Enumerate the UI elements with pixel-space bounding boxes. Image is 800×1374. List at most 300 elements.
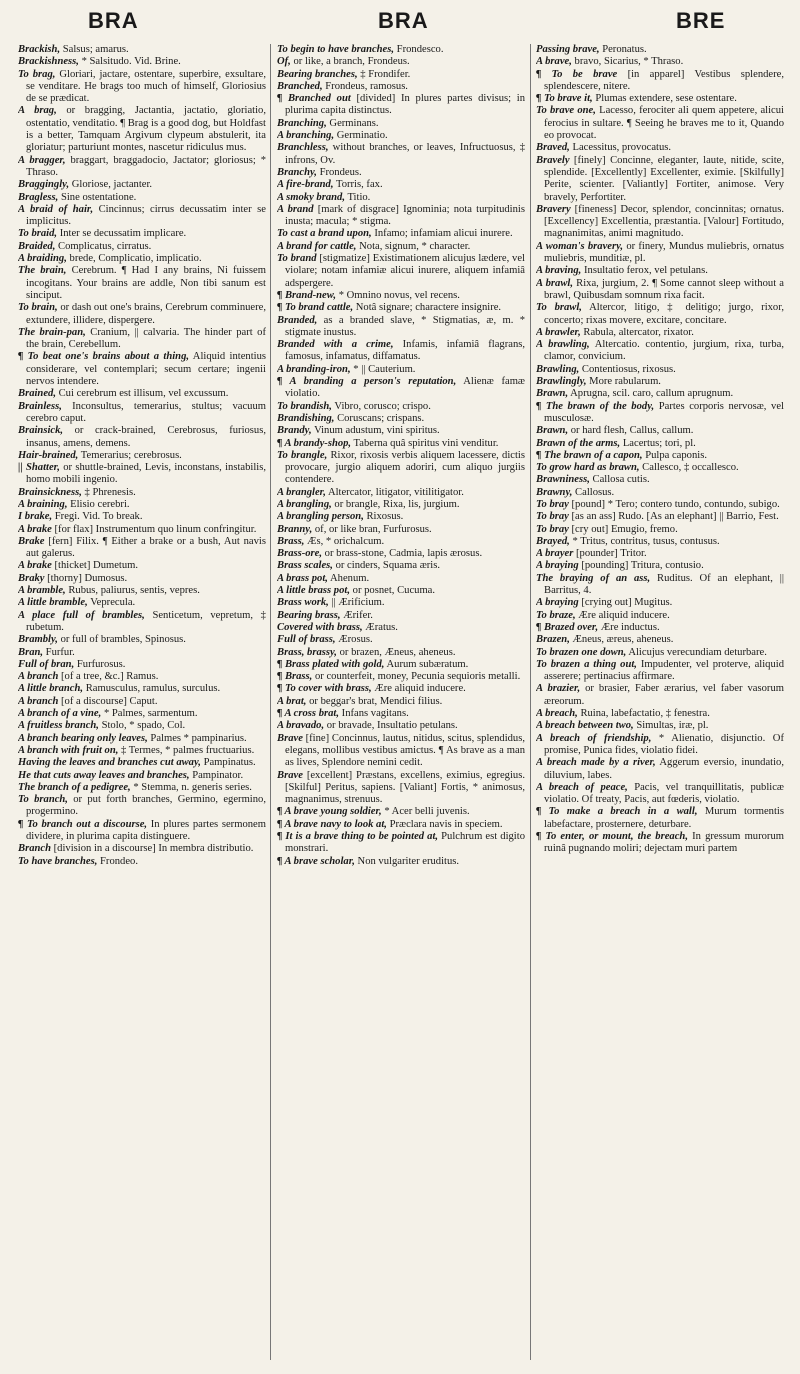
entry-definition: Rubus, paliurus, sentis, vepres. (65, 585, 200, 597)
dictionary-entry (536, 462, 784, 474)
entry-definition: Ærosus. (335, 634, 373, 646)
dictionary-entry (536, 659, 784, 684)
entry-headword: A branch with fruit on, (18, 744, 119, 756)
dictionary-entry (18, 573, 266, 585)
dictionary-entry (536, 376, 784, 388)
entry-definition: Furfurosus. (74, 658, 126, 670)
entry-definition: Ruditus. Of an elephant, || Barritus, 4. (544, 572, 784, 597)
entry-definition: [thicket] Dumetum. (51, 560, 139, 572)
entry-headword: Bravely (536, 154, 570, 166)
dictionary-entry (277, 659, 525, 671)
dictionary-entry (536, 327, 784, 339)
entry-headword: I brake, (18, 511, 53, 523)
entry-headword: A little branch, (18, 683, 84, 695)
dictionary-entry (536, 831, 784, 856)
entry-headword: ¶ Branched out (277, 93, 351, 105)
dictionary-entry (18, 843, 266, 855)
entry-headword: To brawl, (536, 302, 582, 314)
entry-headword: Full of brass, (277, 634, 336, 646)
entry-headword: Brainless, (18, 400, 62, 412)
entry-definition: Callesco, ‡ occallesco. (639, 462, 739, 474)
entry-headword: ¶ To beat one's brains about a thing, (18, 351, 190, 363)
entry-definition: Infans vagitans. (339, 708, 409, 720)
entry-definition: Præclara navis in speciem. (386, 818, 503, 830)
entry-definition: [stigmatize] Existimationem alicujus lædere, vel violare; notam infamiæ alicui inurere, aliquem infamiâ adspergere. (285, 253, 525, 289)
entry-definition: Ruina, labefactatio, ‡ fenestra. (577, 708, 710, 720)
entry-headword: Brandishing, (277, 412, 335, 424)
entry-headword: Bran, (18, 646, 44, 658)
entry-headword: A smoky brand, (277, 191, 345, 203)
entry-definition: Ærifer. (340, 609, 373, 621)
entry-definition: or finery, Mundus muliebris, ornatus muliebris, munditiæ, pl. (544, 240, 784, 265)
entry-definition: Aggerum eversio, inundatio, diluvium, labes. (544, 757, 784, 781)
entry-definition: or beggar's brat, Mendici filius. (306, 695, 443, 707)
entry-definition: Lacessitus, provocatus. (569, 142, 672, 154)
dictionary-entry (18, 401, 266, 426)
entry-headword: Bragless, (18, 191, 59, 203)
running-header (0, 8, 800, 38)
column-middle (277, 44, 525, 1366)
dictionary-entry (277, 315, 525, 340)
entry-headword: Bearing brass, (277, 609, 341, 621)
dictionary-entry (536, 93, 784, 105)
entry-definition: Altercor, litigo, ‡ delitigo; jurgo, rixor, concerto; rixas movere, excitare, concitare. (544, 302, 784, 326)
dictionary-entry (277, 93, 525, 118)
dictionary-entry (536, 647, 784, 659)
entry-definition: Vinum adustum, vini spiritus. (311, 425, 440, 437)
entry-definition: or posnet, Cucuma. (350, 585, 436, 597)
entry-definition: Germinans. (326, 117, 379, 129)
dictionary-entry (18, 388, 266, 400)
entry-headword: Brave (277, 769, 303, 781)
entry-definition: Taberna quâ spiritus vini venditur. (351, 437, 499, 449)
entry-definition: [for flax] Instrumentum quo linum confringitur. (51, 523, 257, 535)
dictionary-entry (536, 757, 784, 782)
entry-headword: Brass scales, (277, 560, 333, 572)
entry-headword: A brand for cattle, (277, 240, 357, 252)
dictionary-entry (277, 339, 525, 364)
dictionary-entry (536, 339, 784, 364)
entry-definition: Cranium, || calvaria. The hinder part of the brain, Cerebellum. (26, 326, 266, 351)
dictionary-entry (277, 302, 525, 314)
column-left (18, 44, 266, 1366)
entry-headword: ¶ To brand cattle, (277, 302, 354, 314)
dictionary-entry (18, 536, 266, 561)
entry-headword: || Shatter, (18, 462, 60, 474)
dictionary-entry (277, 499, 525, 511)
dictionary-entry (18, 720, 266, 732)
entry-definition: Partes corporis nervosæ, vel musculosæ. (544, 400, 784, 424)
entry-headword: A brawler, (536, 326, 581, 338)
entry-definition: In plures partes sermonem dividere, in plurima capita distinguere. (26, 818, 266, 842)
entry-headword: Branch (18, 843, 51, 855)
dictionary-entry (277, 856, 525, 868)
entry-definition: [pound] * Tero; contero tundo, contundo, subigo. (568, 498, 780, 510)
entry-definition: [thorny] Dumosus. (44, 572, 128, 584)
dictionary-entry (536, 364, 784, 376)
entry-definition: or brangle, Rixa, lis, jurgium. (331, 498, 460, 510)
entry-headword: ¶ A brave navy to look at, (277, 818, 387, 830)
entry-headword: Hair-brained, (18, 449, 79, 461)
entry-headword: A place full of brambles, (18, 609, 145, 621)
entry-headword: Brayed, (536, 535, 570, 547)
dictionary-entry (18, 487, 266, 499)
dictionary-entry (18, 745, 266, 757)
entry-headword: ¶ It is a brave thing to be pointed at, (277, 831, 439, 842)
dictionary-entry (18, 733, 266, 745)
entry-headword: A bramble, (18, 585, 66, 597)
entry-headword: Brainsickness, (18, 486, 82, 498)
entry-headword: Brave (277, 732, 303, 744)
entry-definition: Aurum subæratum. (384, 658, 469, 670)
entry-headword: A branch (18, 695, 59, 707)
entry-headword: ¶ Brand-new, (277, 289, 337, 301)
entry-headword: Branchless, (277, 142, 329, 154)
dictionary-entry (277, 44, 525, 56)
entry-headword: Braky (18, 572, 45, 584)
entry-definition: Lacertus; tori, pl. (620, 437, 696, 449)
entry-definition: bravo, Sicarius, * Thraso. (571, 56, 684, 68)
entry-headword: The braying of an ass, (536, 572, 651, 584)
entry-definition: * Omnino novus, vel recens. (336, 289, 460, 301)
entry-definition: [as an ass] Rudo. [As an elephant] || Barrio, Fest. (568, 511, 779, 523)
entry-definition: Cui cerebrum est illisum, vel excussum. (55, 388, 229, 400)
entry-definition: Ahenum. (327, 572, 370, 584)
entry-definition: Rixosus. (363, 511, 404, 523)
entry-headword: Brained, (18, 388, 56, 400)
entry-definition: Gloriari, jactare, ostentare, superbire, exsultare, se venditare. He brags too much of himself, Gloriosius de se prædicat. (26, 68, 266, 105)
entry-headword: Having the leaves and branches cut away, (18, 757, 201, 769)
dictionary-entry (277, 671, 525, 683)
entry-headword: Brawny, (536, 486, 573, 498)
entry-definition: * Palmes, sarmentum. (101, 708, 198, 720)
entry-headword: Brass-ore, (277, 548, 323, 560)
dictionary-entry (277, 450, 525, 487)
dictionary-entry (536, 499, 784, 511)
dictionary-entry (536, 265, 784, 277)
dictionary-entry (18, 647, 266, 659)
dictionary-entry (277, 597, 525, 609)
entry-definition: or put forth branches, Germino, egermino, progermino. (26, 794, 266, 818)
dictionary-entry (18, 819, 266, 844)
entry-definition: [of a tree, &c.] Ramus. (58, 671, 159, 683)
header-left-guideword: BRA (88, 8, 139, 33)
dictionary-entry (277, 806, 525, 818)
entry-headword: ¶ Brazed over, (536, 621, 599, 633)
entry-definition: Vibro, corusco; crispo. (331, 400, 431, 412)
dictionary-entry (536, 302, 784, 327)
dictionary-entry (18, 585, 266, 597)
dictionary-entry (18, 155, 266, 180)
entry-headword: A branch bearing only leaves, (18, 732, 148, 744)
entry-headword: A brake (18, 523, 52, 535)
entry-definition: Contentiosus, rixosus. (579, 363, 676, 375)
entry-definition: * || Cauterium. (350, 363, 416, 375)
entry-definition: [fine] Concinnus, lautus, nitidus, scitus, splendidus, elegans, mollibus vestibus amictus. ¶ As brave as a man as lives, Splendore nemini cedit. (285, 732, 525, 769)
dictionary-entry (536, 708, 784, 720)
dictionary-entry (18, 44, 266, 56)
dictionary-entry (277, 142, 525, 167)
dictionary-entry (536, 560, 784, 572)
entry-definition: or hard flesh, Callus, callum. (568, 425, 694, 437)
entry-headword: A bragger, (18, 154, 66, 166)
dictionary-entry (18, 69, 266, 106)
entry-definition: Gloriose, jactanter. (69, 179, 153, 191)
entry-headword: A brave, (536, 56, 572, 68)
entry-headword: The brain, (18, 265, 67, 277)
entry-definition: Alienæ famæ violatio. (285, 376, 525, 400)
entry-headword: Brambly, (18, 634, 58, 646)
entry-definition: Complicatus, cirratus. (55, 240, 152, 252)
entry-headword: Brawn, (536, 425, 569, 437)
entry-definition: Germinatio. (334, 130, 388, 142)
entry-headword: To brazen a thing out, (536, 658, 637, 670)
dictionary-entry (277, 647, 525, 659)
dictionary-entry (18, 204, 266, 229)
dictionary-entry (277, 228, 525, 240)
entry-headword: To begin to have branches, (277, 44, 395, 55)
entry-headword: Branny, (277, 523, 313, 535)
entry-headword: Bravery (536, 203, 571, 215)
dictionary-entry (277, 524, 525, 536)
entry-definition: Cincinnus; cirrus decussatim inter se implicitus. (26, 203, 266, 228)
entry-definition: Callosus. (572, 486, 615, 498)
dictionary-entry (536, 450, 784, 462)
entry-definition: or dash out one's brains, Cerebrum comminuere, extundere, illidere, dispergere. (26, 302, 266, 326)
dictionary-entry (536, 622, 784, 634)
dictionary-entry (536, 388, 784, 400)
entry-definition: Murum tormentis labefactare, prosternere, deturbare. (544, 806, 784, 830)
entry-definition: [fern] Filix. ¶ Either a brake or a bush, Aut navis aut galerus. (26, 535, 266, 560)
entry-definition: Rixa, jurgium, 2. ¶ Some cannot sleep without a brawl, Quibusdam somnum rixa facit. (544, 277, 784, 301)
header-right-guideword: BRE (676, 8, 726, 33)
dictionary-entry (536, 474, 784, 486)
dictionary-entry (277, 438, 525, 450)
entry-definition: or like, a branch, Frondeus. (290, 56, 410, 68)
entry-headword: The brain-pan, (18, 326, 86, 338)
entry-headword: He that cuts away leaves and branches, (18, 769, 190, 781)
entry-definition: [divided] In plures partes divisus; in plurima capita distinctus. (285, 93, 525, 117)
dictionary-entry (18, 462, 266, 487)
dictionary-entry (536, 720, 784, 732)
entry-definition: ‡ Termes, * palmes fructuarius. (118, 744, 255, 756)
entry-headword: A brangler, (277, 486, 326, 498)
entry-definition: [excellent] Præstans, excellens, eximius, egregius. [Skilful] Peritus, sapiens. [Valiant] Fortis, * animosus, magnanimus, strenuus. (285, 769, 525, 806)
entry-definition: Veprecula. (87, 597, 136, 609)
entry-definition: || Ærificium. (328, 597, 385, 609)
dictionary-entry (536, 511, 784, 523)
entry-headword: To brangle, (277, 449, 328, 461)
entry-headword: ¶ To be brave (536, 68, 618, 80)
entry-definition: Infamis, infamiâ flagrans, famosus, infamatus, diffamatus. (285, 339, 525, 363)
dictionary-entry (536, 56, 784, 68)
entry-headword: A breach, (536, 708, 578, 720)
entry-headword: ¶ The brawn of a capon, (536, 449, 643, 461)
dictionary-entry (536, 105, 784, 142)
entry-definition: or brass-stone, Cadmia, lapis ærosus. (322, 548, 483, 560)
entry-headword: A brawling, (536, 339, 590, 351)
entry-definition: Notâ signare; charactere insignire. (353, 302, 502, 314)
entry-definition: * Alienatio, disjunctio. Of promise, Punica fides, violatio fidei. (544, 732, 784, 756)
entry-definition: Palmes * pampinarius. (147, 732, 247, 744)
dictionary-entry (536, 536, 784, 548)
dictionary-entry (18, 708, 266, 720)
entry-headword: Brackishness, (18, 56, 79, 68)
entry-headword: A breach of friendship, (536, 732, 652, 744)
entry-definition: [pounder] Tritor. (573, 548, 647, 560)
dictionary-entry (277, 167, 525, 179)
entry-definition: Temerarius; cerebrosus. (78, 449, 182, 461)
entry-headword: Brandy, (277, 425, 312, 437)
entry-headword: A brass pot, (277, 572, 328, 584)
entry-definition: brede, Complicatio, implicatio. (66, 253, 202, 265)
entry-headword: Braided, (18, 240, 56, 252)
dictionary-entry (277, 683, 525, 695)
entry-definition: Infamo; infamiam alicui inurere. (371, 228, 513, 240)
dictionary-entry (536, 278, 784, 303)
entry-definition: Frondeus, ramosus. (322, 80, 408, 92)
entry-definition: [crying out] Mugitus. (578, 597, 673, 609)
entry-headword: A fire-brand, (277, 179, 334, 191)
dictionary-entry (277, 487, 525, 499)
entry-definition: Altercatio. contentio, jurgium, rixa, turba, clamor, convicium. (544, 339, 784, 363)
dictionary-entry (277, 290, 525, 302)
entry-definition: or bravade, Insultatio petulans. (324, 720, 458, 732)
dictionary-entry (18, 56, 266, 68)
dictionary-entry (277, 708, 525, 720)
entry-definition: Impudenter, vel proterve, aliquid asserere; pertinacius affirmare. (544, 658, 784, 683)
entry-headword: Passing brave, (536, 44, 600, 55)
entry-definition: Altercator, litigator, vitilitigator. (325, 486, 464, 498)
entry-headword: ¶ To enter, or mount, the breach, (536, 831, 688, 842)
entry-headword: A fruitless branch, (18, 720, 99, 732)
entry-headword: ¶ The brawn of the body, (536, 400, 655, 412)
dictionary-entry (18, 265, 266, 302)
entry-headword: A braid of hair, (18, 203, 94, 215)
dictionary-entry (277, 179, 525, 191)
entry-definition: Ramusculus, ramulus, surculus. (83, 683, 221, 695)
dictionary-entry (18, 450, 266, 462)
entry-headword: Covered with brass, (277, 621, 363, 633)
entry-definition: Rabula, altercator, rixator. (580, 326, 694, 338)
entry-definition: Insultatio ferox, vel petulans. (581, 265, 708, 277)
entry-headword: Braggingly, (18, 179, 70, 191)
entry-headword: A breach made by a river, (536, 757, 656, 769)
entry-headword: ¶ A brave young soldier, (277, 806, 382, 818)
entry-definition: Pulpa caponis. (642, 449, 707, 461)
entry-definition: Æneus, æreus, aheneus. (569, 634, 674, 646)
entry-headword: To brazen one down, (536, 646, 627, 658)
entry-headword: To branch, (18, 794, 68, 806)
entry-headword: A brayer (536, 548, 574, 560)
dictionary-entry (277, 696, 525, 708)
entry-headword: A branching, (277, 130, 335, 142)
entry-definition: Alicujus verecundiam deturbare. (626, 646, 767, 658)
entry-headword: ¶ To cover with brass, (277, 683, 372, 695)
entry-definition: In gressum murorum ruinâ pugnando moliri; dejectam muri partem (544, 831, 784, 855)
dictionary-entry (277, 831, 525, 856)
dictionary-entry (536, 524, 784, 536)
dictionary-entry (277, 56, 525, 68)
entry-definition: [fineness] Decor, splendor, concinnitas; ornatus. [Excellency] Excellentia, præstantia. [Valour] Fortitudo, magnanimitas, animi magnitudo. (544, 203, 784, 240)
dictionary-entry (536, 487, 784, 499)
entry-definition: Æs, * orichalcum. (304, 535, 385, 547)
entry-headword: Branded, (277, 314, 318, 326)
dictionary-entry (536, 69, 784, 94)
entry-headword: A braiding, (18, 253, 67, 265)
dictionary-entry (277, 610, 525, 622)
entry-definition: Aprugna, scil. caro, callum aprugnum. (568, 388, 734, 400)
entry-headword: To brand (277, 253, 317, 265)
entry-definition: Fregi. Vid. To break. (52, 511, 143, 523)
entry-headword: Brawniness, (536, 474, 590, 486)
entry-definition: or bragging, Jactantia, jactatio, gloriatio, ostentatio, venditatio. ¶ Brag is a good dog, but Holdfast is a better, Tamquam Argivum clypeum abstulerit, ita gloriatur; parturiunt montes, nascetur ridiculus mus. (26, 105, 266, 154)
dictionary-entry (18, 757, 266, 769)
entry-definition: * Stemma, n. generis series. (130, 781, 252, 793)
entry-headword: A woman's bravery, (536, 240, 624, 252)
dictionary-entry (18, 782, 266, 794)
entry-headword: Brackish, (18, 44, 61, 55)
entry-headword: Brazen, (536, 634, 570, 646)
entry-headword: A little brass pot, (277, 585, 350, 597)
entry-definition: as a branded slave, * Stigmatias, æ, m. * stigmate inustus. (285, 314, 525, 338)
entry-headword: To grow hard as brawn, (536, 462, 640, 474)
entry-headword: Brawn, (536, 388, 569, 400)
entry-headword: A brangling person, (277, 511, 364, 523)
dictionary-entry (18, 351, 266, 388)
entry-definition: Inconsultus, temerarius, stultus; vacuum cerebro caput. (26, 400, 266, 424)
entry-definition: [of a discourse] Caput. (58, 695, 158, 707)
entry-definition: or brazen, Æneus, aheneus. (336, 646, 456, 658)
entry-headword: ¶ Brass plated with gold, (277, 658, 385, 670)
dictionary-entry (18, 105, 266, 154)
entry-definition: Nota, signum, * character. (356, 240, 471, 252)
entry-headword: A breach between two, (536, 720, 634, 732)
dictionary-entry (18, 228, 266, 240)
dictionary-entry (277, 81, 525, 93)
dictionary-entry (18, 610, 266, 635)
entry-definition: without branches, or leaves, Infructuosus, ‡ infrons, Ov. (285, 142, 525, 166)
entry-definition: braggart, braggadocio, Jactator; gloriosus; * Thraso. (26, 154, 266, 178)
entry-definition: Pacis, vel tranquillitatis, publicæ violatio. Of treaty, Pacis, aut fœderis, violatio. (544, 781, 784, 806)
entry-definition: or cinders, Squama æris. (332, 560, 441, 572)
dictionary-entry (277, 720, 525, 732)
entry-definition: Peronatus. (599, 44, 647, 55)
column-divider-left (270, 44, 271, 1360)
entry-definition: [pounding] Tritura, contusio. (578, 560, 704, 572)
column-divider-right (530, 44, 531, 1360)
entry-definition: Senticetum, vepretum, ‡ rubetum. (26, 609, 266, 633)
entry-definition: [division in a discourse] In membra distributio. (50, 843, 254, 855)
entry-definition: Simultas, iræ, pl. (633, 720, 709, 732)
entry-definition: or full of brambles, Spinosus. (57, 634, 186, 646)
entry-headword: ¶ To branch out a discourse, (18, 818, 148, 830)
dictionary-entry (18, 659, 266, 671)
entry-headword: A brazier, (536, 683, 581, 695)
entry-headword: To braze, (536, 609, 576, 621)
entry-headword: A branch of a vine, (18, 708, 102, 720)
entry-headword: A brangling, (277, 498, 332, 510)
entry-definition: Elisio cerebri. (67, 498, 130, 510)
entry-definition: Ære aliquid inducere. (371, 683, 466, 695)
dictionary-entry (277, 69, 525, 81)
entry-headword: Branded with a crime, (277, 339, 394, 351)
entry-definition: [mark of disgrace] Ignominia; nota turpitudinis inusta; macula; * stigma. (285, 203, 525, 228)
entry-definition: Salsus; amarus. (60, 44, 129, 55)
dictionary-entry (277, 585, 525, 597)
entry-headword: Brawn of the arms, (536, 437, 621, 449)
dictionary-entry (536, 425, 784, 437)
